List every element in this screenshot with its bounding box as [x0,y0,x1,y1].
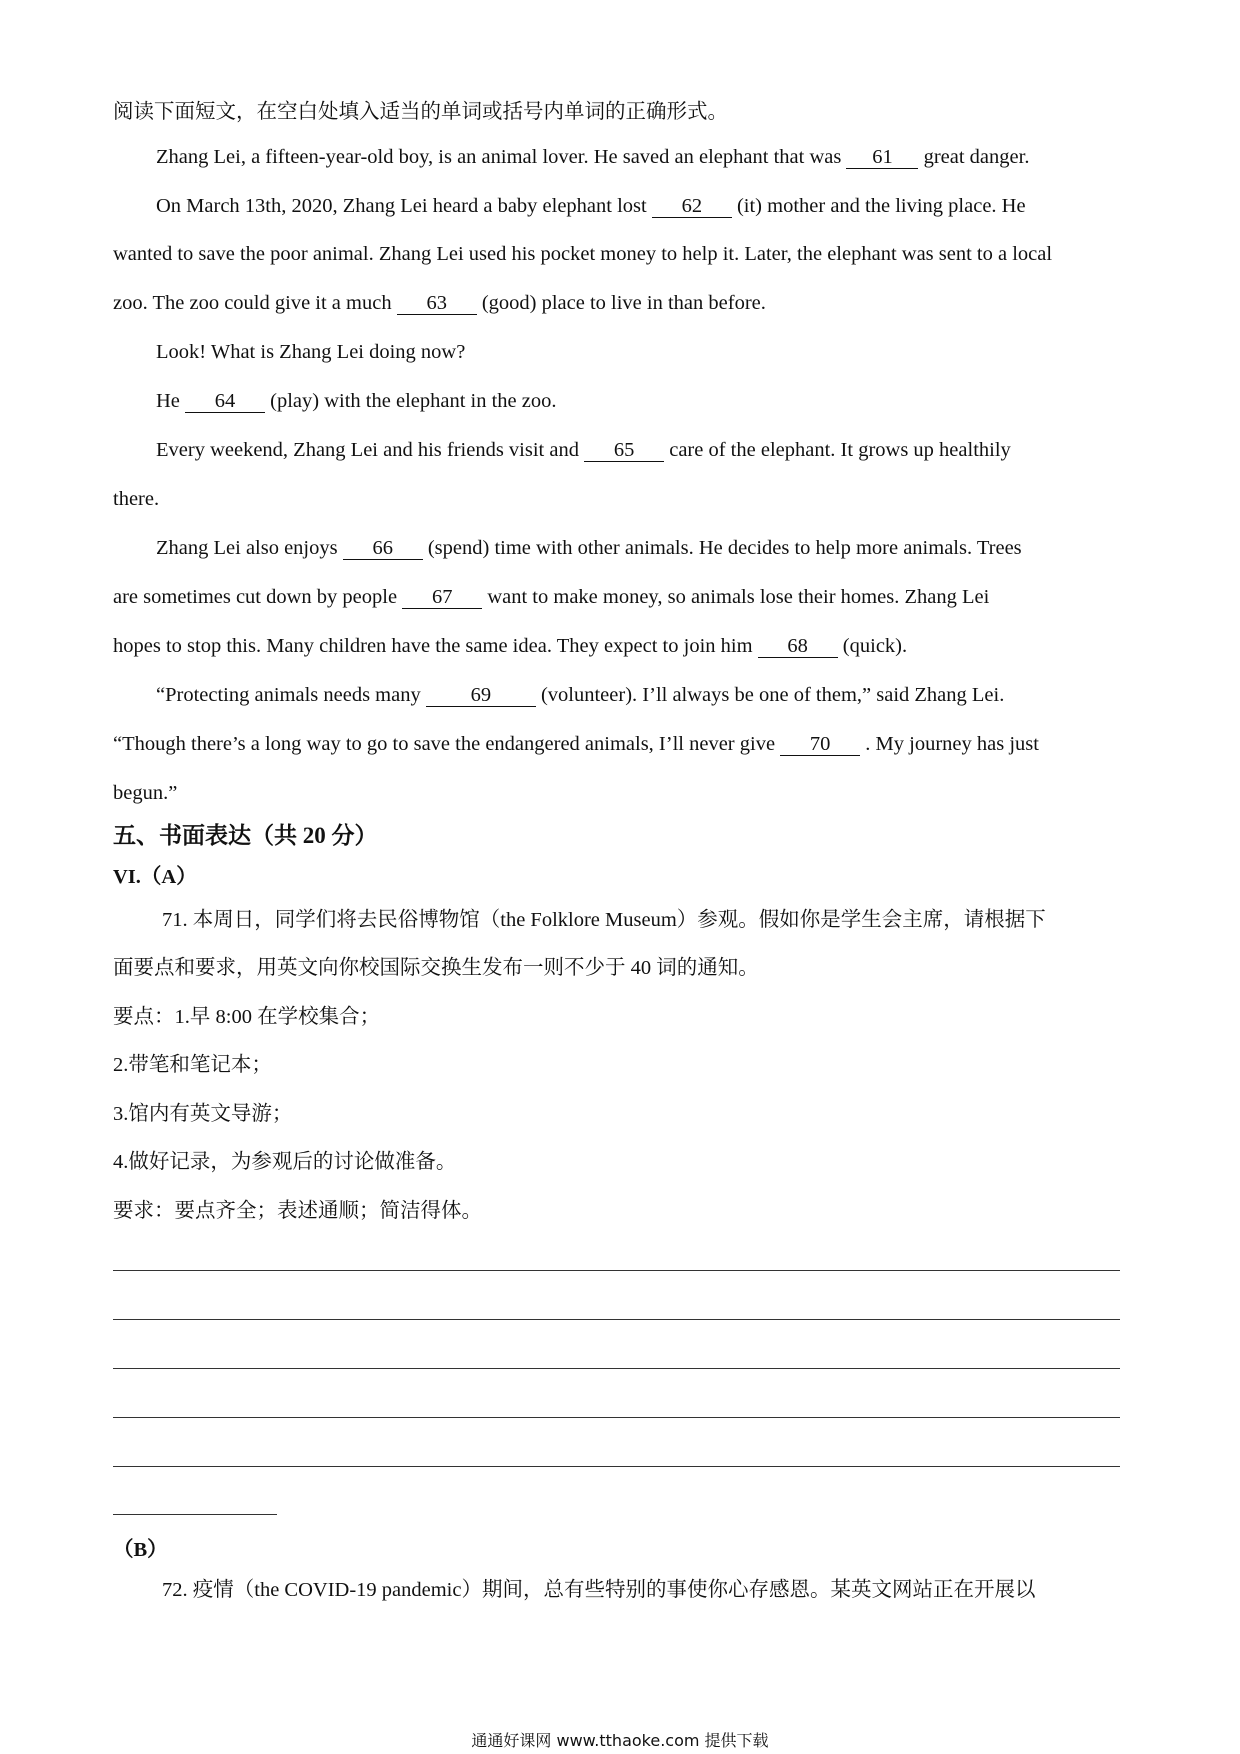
text: (play) with the elephant in the zoo. [270,390,557,412]
text: On March 13th, 2020, Zhang Lei heard a baby elephant lost [156,195,647,217]
part-b-label: （B） [113,1539,168,1561]
q71-point-1: 要点：1.早 8:00 在学校集合； [113,1006,381,1028]
q71-point-4: 4.做好记录，为参观后的讨论做准备。 [113,1151,457,1173]
passage-line-2 [156,192,1026,220]
q71-requirements: 要求：要点齐全；表述通顺；简洁得体。 [113,1200,482,1222]
passage-line-13 [113,730,1039,758]
q71-point-3: 3.馆内有英文导游； [113,1103,293,1125]
text: (it) mother and the living place. He [736,195,1026,217]
passage-line-7 [156,436,1011,464]
passage-line-6 [156,387,557,415]
passage-line-4 [113,289,766,317]
blank-61: 61 [846,146,918,169]
text: Zhang Lei, a fifteen-year-old boy, is an animal lover. He saved an elephant that was [156,146,842,168]
instruction: 阅读下面短文，在空白处填入适当的单词或括号内单词的正确形式。 [113,101,728,123]
part-a-label: VI.（A） [113,866,197,888]
text: He [156,390,180,412]
q72-line-1: 72. 疫情（the COVID-19 pandemic）期间，总有些特别的事使你心存感恩。某英文网站正在开展以 [162,1579,1036,1601]
passage-line-11 [113,632,907,660]
blank-70: 70 [780,733,860,756]
answer-line [113,1368,1120,1369]
text: care of the elephant. It grows up healthily [669,439,1011,461]
text: “Though there’s a long way to go to save the endangered animals, I’ll never give [113,733,776,755]
passage-line-14: begun.” [113,782,178,804]
text: zoo. The zoo could give it a much [113,292,392,314]
passage-line-3: wanted to save the poor animal. Zhang Lei used his pocket money to help it. Later, the elephant was sent to a local [113,243,1053,265]
blank-64: 64 [185,390,265,413]
text: (good) place to live in than before. [481,292,766,314]
text: want to make money, so animals lose their homes. Zhang Lei [487,586,990,608]
q71-line-1: 71. 本周日，同学们将去民俗博物馆（the Folklore Museum）参观。假如你是学生会主席，请根据下 [162,909,1046,931]
answer-line [113,1417,1120,1418]
blank-63: 63 [397,292,477,315]
passage-line-1 [156,143,1029,171]
passage-line-12 [156,681,1004,709]
answer-line-short [113,1514,277,1515]
text: Every weekend, Zhang Lei and his friends visit and [156,439,579,461]
q71-point-2: 2.带笔和笔记本； [113,1054,272,1076]
text: (volunteer). I’ll always be one of them,” said Zhang Lei. [540,684,1005,706]
answer-line [113,1270,1120,1271]
passage-line-10 [113,583,989,611]
blank-68: 68 [758,635,838,658]
blank-69: 69 [426,684,536,707]
text: are sometimes cut down by people [113,586,398,608]
text: (quick). [842,635,908,657]
text: “Protecting animals needs many [156,684,421,706]
text: Zhang Lei also enjoys [156,537,338,559]
text: . My journey has just [865,733,1039,755]
blank-65: 65 [584,439,664,462]
passage-line-9 [156,534,1022,562]
blank-67: 67 [402,586,482,609]
answer-line [113,1319,1120,1320]
text: hopes to stop this. Many children have the same idea. They expect to join him [113,635,753,657]
text: (spend) time with other animals. He decides to help more animals. Trees [427,537,1022,559]
q71-line-2: 面要点和要求，用英文向你校国际交换生发布一则不少于 40 词的通知。 [113,957,759,979]
passage-line-8: there. [113,488,160,510]
blank-66: 66 [343,537,423,560]
text: great danger. [923,146,1030,168]
blank-62: 62 [652,195,732,218]
answer-line [113,1466,1120,1467]
footer-source: 通通好课网 www.tthaoke.com 提供下载 [471,1731,769,1750]
passage-line-5: Look! What is Zhang Lei doing now? [156,341,466,363]
section5-title: 五、书面表达（共 20 分） [113,823,378,848]
